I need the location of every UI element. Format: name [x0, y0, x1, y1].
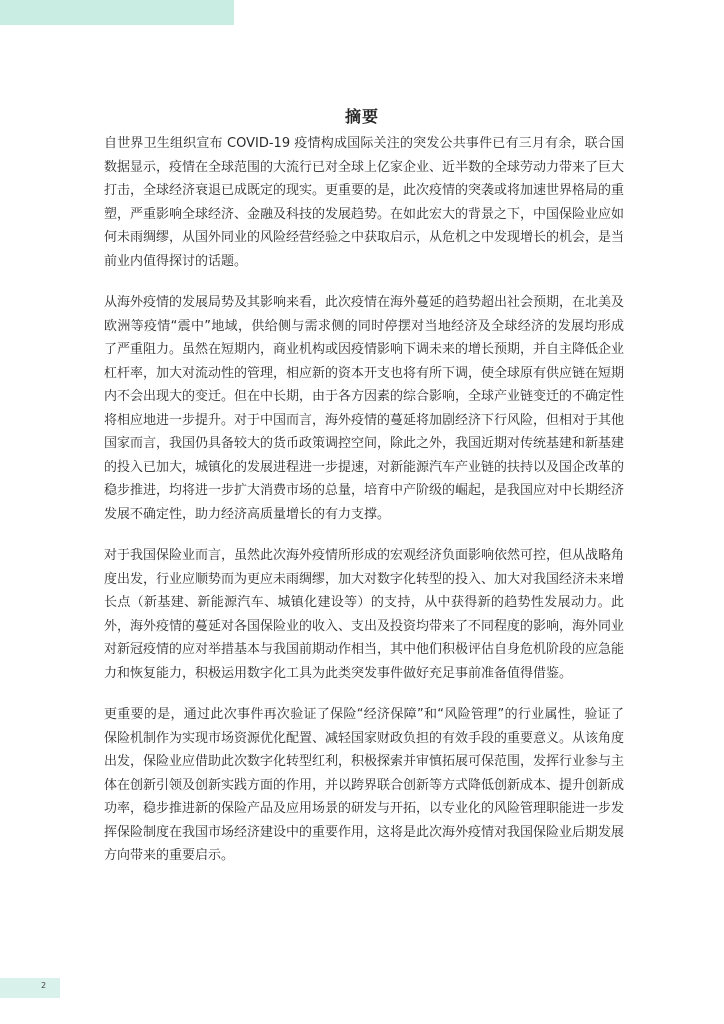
paragraph-3: 对于我国保险业而言，虽然此次海外疫情所形成的宏观经济负面影响依然可控，但从战略角度出发，行业应顺势而为更应未雨绸缪，加大对数字化转型的投入、加大对我国经济未来增长点（新基建、新能源汽车、城镇化建设等）的支持，从中获得新的趋势性发展动力。此外，海外疫情的蔓延对各国保险业的收入、支出及投资均带来了不同程度的影响，海外同业对新冠疫情的应对举措基本与我国前期动作相当，其中他们积极评估自身危机阶段的应急能力和恢复能力，积极运用数字化工具为此类突发事件做好充足事前准备值得借鉴。 [104, 548, 625, 681]
page-number-box [0, 978, 60, 998]
header-accent-bar [0, 0, 234, 25]
page-number: 2 [41, 981, 47, 990]
abstract-body [104, 132, 624, 886]
paragraph-4: 更重要的是，通过此次事件再次验证了保险“经济保障”和“风险管理”的行业属性，验证了保险机制作为实现市场资源优化配置、减轻国家财政负担的有效手段的重要意义。从该角度出发，保险业应借助此次数字化转型红利，积极探索并审慎拓展可保范围，发挥行业参与主体在创新引领及创新实践方面的作用，并以跨界联合创新等方式降低创新成本、提升创新成功率，稳步推进新的保险产品及应用场景的研发与开拓，以专业化的风险管理职能进一步发挥保险制度在我国市场经济建设中的重要作用，这将是此次海外疫情对我国保险业后期发展方向带来的重要启示。 [104, 707, 625, 863]
page-title: 摘要 [344, 107, 379, 126]
paragraph-2: 从海外疫情的发展局势及其影响来看，此次疫情在海外蔓延的趋势超出社会预期，在北美及欧洲等疫情“震中”地域，供给侧与需求侧的同时停摆对当地经济及全球经济的发展均形成了严重阻力。虽然在短期内，商业机构或因疫情影响下调未来的增长预期，并自主降低企业杠杆率，加大对流动性的管理，相应新的资本开支也将有所下调，使全球原有供应链在短期内不会出现大的变迁。但在中长期，由于各方因素的综合影响，全球产业链变迁的不确定性将相应地进一步提升。对于中国而言，海外疫情的蔓延将加剧经济下行风险，但相对于其他国家而言，我国仍具备较大的货币政策调控空间，除此之外，我国近期对传统基建和新基建的投入已加大，城镇化的发展进程进一步提速，对新能源汽车产业链的扶持以及国企改革的稳步推进，均将进一步扩大消费市场的总量，培育中产阶级的崛起，是我国应对中长期经济发展不确定性，助力经济高质量增长的有力支撑。 [104, 295, 625, 522]
paragraph-1: 自世界卫生组织宣布 COVID-19 疫情构成国际关注的突发公共事件已有三月有余，联合国数据显示，疫情在全球范围的大流行已对全球上亿家企业、近半数的全球劳动力带来了巨大打击，全球经济衰退已成既定的现实。更重要的是，此次疫情的突袭或将加速世界格局的重塑，严重影响全球经济、金融及科技的发展趋势。在如此宏大的背景之下，中国保险业应如何未雨绸缪，从国外同业的风险经营经验之中获取启示，从危机之中发现增长的机会，是当前业内值得探讨的话题。 [104, 136, 625, 269]
